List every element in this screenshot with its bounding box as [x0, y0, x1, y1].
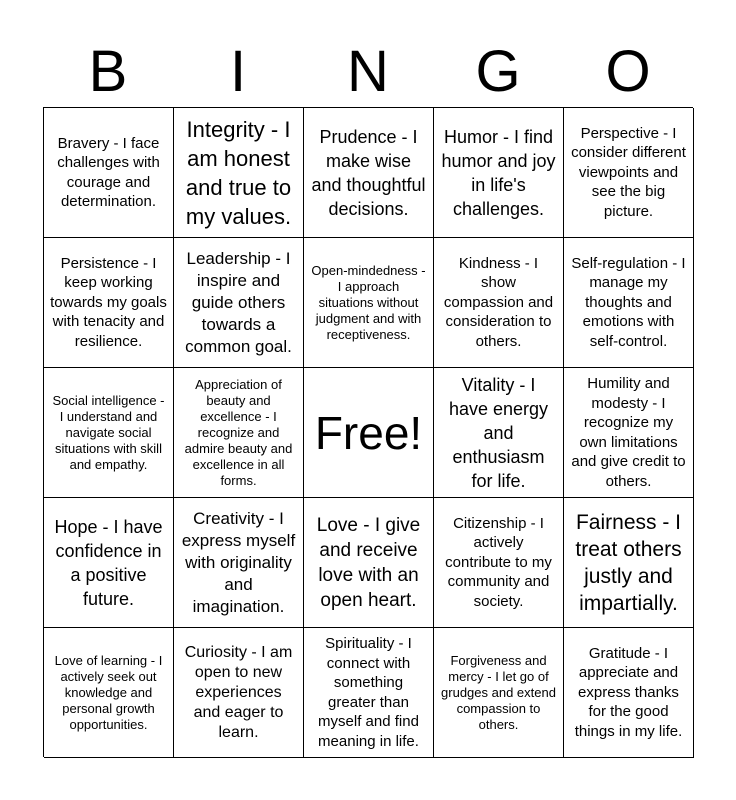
bingo-cell-hope[interactable] [44, 498, 174, 628]
cell-text: Persistence - I keep working towards my goals with tenacity and resilience. [50, 254, 167, 350]
header-letter-i: I [229, 39, 247, 104]
cell-text: Fairness - I treat others justly and impartially. [575, 510, 682, 615]
bingo-cell-free[interactable] [304, 368, 434, 498]
cell-text: Spirituality - I connect with something greater than myself and find meaning in life. [318, 635, 419, 750]
cell-text: Self-regulation - I manage my thoughts and emotions with self-control. [571, 254, 686, 350]
bingo-cell-love-of-learning[interactable] [44, 628, 174, 758]
bingo-cell-creativity[interactable] [174, 498, 304, 628]
bingo-cell-social-intelligence[interactable] [44, 368, 174, 498]
cell-text: Forgiveness and mercy - I let go of grudges and extend compassion to others. [441, 652, 556, 732]
bingo-cell-humor[interactable] [434, 108, 564, 238]
bingo-grid [43, 107, 693, 757]
bingo-cell-bravery[interactable] [44, 108, 174, 238]
free-space-text: Free! [314, 406, 423, 459]
bingo-cell-forgiveness[interactable] [434, 628, 564, 758]
bingo-cell-appreciation-of-beauty[interactable] [174, 368, 304, 498]
cell-text: Open-mindedness - I approach situations without judgment and with receptiveness. [311, 262, 426, 342]
bingo-cell-prudence[interactable] [304, 108, 434, 238]
bingo-cell-citizenship[interactable] [434, 498, 564, 628]
cell-text: Love of learning - I actively seek out knowledge and personal growth opportunities. [54, 652, 163, 732]
cell-text: Hope - I have confidence in a positive future. [54, 516, 163, 609]
cell-text: Citizenship - I actively contribute to my community and society. [445, 514, 552, 610]
header-letter-n: N [347, 39, 389, 104]
bingo-cell-fairness[interactable] [564, 498, 694, 628]
bingo-cell-curiosity[interactable] [174, 628, 304, 758]
cell-text: Vitality - I have energy and enthusiasm for life. [448, 374, 549, 491]
bingo-cell-spirituality[interactable] [304, 628, 434, 758]
bingo-cell-humility[interactable] [564, 368, 694, 498]
cell-text: Integrity - I am honest and true to my values. [185, 116, 292, 229]
cell-text: Leadership - I inspire and guide others towards a common goal. [185, 248, 292, 356]
cell-text: Gratitude - I appreciate and express thanks for the good things in my life. [574, 644, 683, 740]
header-letter-o: O [605, 39, 651, 104]
bingo-cell-gratitude[interactable] [564, 628, 694, 758]
bingo-cell-love[interactable] [304, 498, 434, 628]
cell-text: Creativity - I express myself with originality and imagination. [181, 508, 296, 616]
cell-text: Humor - I find humor and joy in life's challenges. [441, 126, 556, 219]
cell-text: Perspective - I consider different viewpoints and see the big picture. [571, 124, 686, 220]
bingo-cell-integrity[interactable] [174, 108, 304, 238]
header-letter-g: G [475, 39, 521, 104]
cell-text: Prudence - I make wise and thoughtful decisions. [311, 126, 426, 219]
cell-text: Humility and modesty - I recognize my own limitations and give credit to others. [571, 375, 686, 490]
bingo-header [43, 38, 693, 106]
bingo-cell-vitality[interactable] [434, 368, 564, 498]
bingo-cell-persistence[interactable] [44, 238, 174, 368]
cell-text: Love - I give and receive love with an open heart. [316, 514, 421, 611]
bingo-cell-leadership[interactable] [174, 238, 304, 368]
cell-text: Appreciation of beauty and excellence - I recognize and admire beauty and excellence in all forms. [184, 376, 293, 488]
bingo-cell-self-regulation[interactable] [564, 238, 694, 368]
bingo-cell-kindness[interactable] [434, 238, 564, 368]
cell-text: Kindness - I show compassion and consideration to others. [443, 254, 554, 350]
cell-text: Bravery - I face challenges with courage and determination. [57, 134, 160, 210]
bingo-cell-perspective[interactable] [564, 108, 694, 238]
cell-text: Social intelligence - I understand and navigate social situations with skill and empathy. [52, 392, 165, 472]
header-letter-b: B [88, 39, 128, 104]
cell-text: Curiosity - I am open to new experiences and eager to learn. [184, 643, 293, 741]
bingo-cell-open-mindedness[interactable] [304, 238, 434, 368]
